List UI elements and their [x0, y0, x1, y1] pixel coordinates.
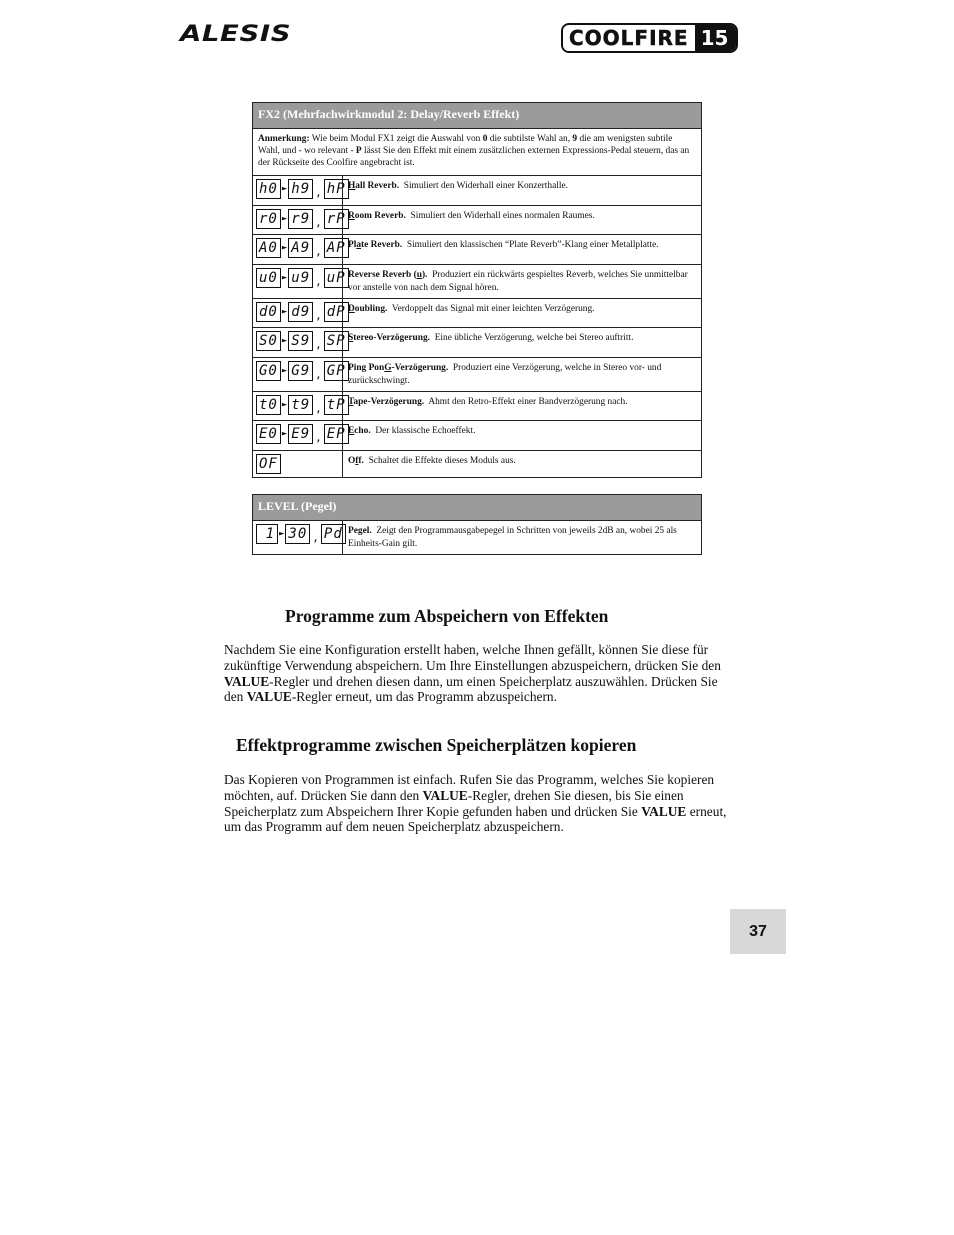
- effect-name: [348, 181, 399, 191]
- fx2-table-title: FX2 (Mehrfachwirkmodul 2: Delay/Reverb Effekt): [253, 103, 702, 129]
- effect-description: Schaltet die Effekte dieses Moduls aus.: [368, 456, 516, 466]
- fx2-description: [343, 421, 702, 451]
- level-description: [343, 521, 702, 555]
- fx2-display-code: d0 ► d9 , dP: [253, 299, 343, 328]
- lcd-pedal: tP: [324, 395, 349, 415]
- fx2-row: [253, 392, 702, 421]
- lcd-min: u0: [256, 268, 281, 288]
- section-heading-copy: Effektprogramme zwischen Speicherplätzen kopieren: [236, 735, 637, 755]
- lcd-max: t9: [288, 395, 313, 415]
- effect-description: Simuliert den Widerhall einer Konzerthalle.: [403, 181, 568, 191]
- lcd-pedal: EP: [324, 424, 349, 444]
- lcd-min: S0: [256, 331, 281, 351]
- effect-name: [348, 397, 424, 407]
- effect-name-part: te Reverb.: [361, 240, 403, 250]
- fx2-display-code: u0 ► u9 , uP: [253, 265, 343, 299]
- lcd-max: d9: [288, 302, 313, 322]
- value-knob-ref: VALUE: [246, 689, 292, 705]
- effect-name: [348, 363, 448, 373]
- paragraph-text: -Regler erneut, um das Programm abzuspeichern.: [291, 689, 557, 705]
- coolfire-15-logo: [561, 23, 738, 53]
- fx2-display-code: S0 ► S9 , SP: [253, 328, 343, 358]
- note-text: Wie beim Modul FX1 zeigt die Auswahl von: [309, 134, 483, 144]
- effect-name-key-letter: a: [356, 240, 362, 250]
- lcd-pedal: uP: [324, 268, 349, 288]
- effect-name-key-letter: f: [355, 456, 359, 466]
- fx2-description: [343, 328, 702, 358]
- range-arrow-icon: ►: [281, 307, 288, 317]
- range-arrow-icon: ►: [281, 400, 288, 410]
- level-table: [252, 494, 702, 555]
- value-knob-ref: VALUE: [224, 673, 270, 689]
- coolfire-logo-word: COOLFIRE: [563, 25, 695, 51]
- lcd-pedal: dP: [324, 302, 349, 322]
- fx2-row: [253, 451, 702, 478]
- fx2-row: [253, 265, 702, 299]
- note-bold: 0: [482, 134, 488, 144]
- lcd-pedal: AP: [324, 238, 349, 258]
- effect-name-part: f.: [358, 456, 364, 466]
- range-arrow-icon: ►: [281, 429, 288, 439]
- effect-name-part: all Reverb.: [355, 181, 400, 191]
- note-text: die subtilste Wahl an,: [487, 134, 573, 144]
- effect-description: Produziert ein rückwärts gespieltes Reverb, welches Sie unmittelbar vor anstelle von nach dem Signal hören.: [348, 270, 688, 293]
- range-arrow-icon: ►: [281, 214, 288, 224]
- lcd-max: 30: [285, 524, 310, 544]
- effect-name-key-letter: T: [348, 397, 354, 407]
- fx2-description: [343, 176, 702, 206]
- level-display-code: 1 ► 30 , Pd: [253, 521, 343, 555]
- range-arrow-icon: ►: [281, 184, 288, 194]
- fx2-description: [343, 358, 702, 392]
- lcd-min: d0: [256, 302, 281, 322]
- paragraph-text: Das Kopieren von Programmen ist einfach. Rufen Sie das Programm, welches Sie kopieren möchten, auf. Drücken Sie dann den: [224, 772, 715, 803]
- lcd-pedal: hP: [324, 179, 349, 199]
- paragraph-text: erneut, um das Programm auf dem neuen Speicherplatz abzuspeichern.: [224, 803, 727, 835]
- coolfire-logo-number: 15: [695, 25, 737, 51]
- range-arrow-icon: ►: [281, 243, 288, 253]
- effect-name: [348, 456, 364, 466]
- note-bold: P: [355, 146, 362, 156]
- effect-name-part: tereo-Verzögerung.: [353, 333, 431, 343]
- fx2-display-code: G0 ► G9 , GP: [253, 358, 343, 392]
- lcd-min: G0: [256, 361, 281, 381]
- effect-name-part: Reverse Reverb (: [348, 270, 417, 280]
- lcd-pedal: Pd: [321, 524, 346, 544]
- fx2-description: [343, 392, 702, 421]
- fx2-row: [253, 176, 702, 206]
- note-text: lässt Sie den Effekt mit einem zusätzlichen externen Expressions-Pedal steuern, das an der Rückseite des Coolfire angebracht ist.: [258, 146, 690, 168]
- effect-name: [348, 304, 387, 314]
- fx2-row: [253, 358, 702, 392]
- range-arrow-icon: ►: [281, 273, 288, 283]
- value-knob-ref: VALUE: [422, 787, 468, 803]
- effect-description: Produziert eine Verzögerung, welche in Stereo vor- und zurückschwingt.: [348, 363, 662, 386]
- effect-name-part: ape-Verzögerung.: [353, 397, 425, 407]
- fx2-description: [343, 206, 702, 235]
- fx2-display-code: E0 ► E9 , EP: [253, 421, 343, 451]
- lcd-max: r9: [288, 209, 313, 229]
- effect-name-key-letter: E: [348, 426, 355, 436]
- effect-name-part: Ping Pon: [348, 363, 385, 373]
- effect-name-key-letter: S: [348, 333, 354, 343]
- lcd-pedal: rP: [324, 209, 349, 229]
- effect-name-key-letter: G: [384, 363, 392, 373]
- fx2-description: [343, 299, 702, 328]
- effect-name-key-letter: u: [416, 270, 422, 280]
- level-table-title: LEVEL (Pegel): [253, 495, 702, 521]
- lcd-pedal: GP: [324, 361, 349, 381]
- fx2-description: [343, 265, 702, 299]
- lcd-pedal: SP: [324, 331, 349, 351]
- lcd-off: OF: [256, 454, 281, 474]
- section-save-paragraph: [224, 642, 739, 705]
- lcd-min: 1: [256, 524, 278, 544]
- fx2-display-code: A0 ► A9 , AP: [253, 235, 343, 265]
- fx2-display-code: r0 ► r9 , rP: [253, 206, 343, 235]
- effect-name: [348, 211, 406, 221]
- lcd-min: A0: [256, 238, 281, 258]
- fx2-display-code: [253, 451, 343, 478]
- lcd-max: S9: [288, 331, 313, 351]
- effect-description: Verdoppelt das Signal mit einer leichten Verzögerung.: [391, 304, 595, 314]
- effect-name-part: ).: [421, 270, 428, 280]
- effect-name-key-letter: R: [348, 211, 355, 221]
- effect-description: Simuliert den klassischen “Plate Reverb”-Klang einer Metallplatte.: [406, 240, 659, 250]
- lcd-max: A9: [288, 238, 313, 258]
- effect-name-key-letter: D: [348, 304, 355, 314]
- fx2-description: [343, 235, 702, 265]
- effect-name-key-letter: H: [348, 181, 356, 191]
- section-copy-paragraph: [224, 772, 739, 835]
- fx2-row: [253, 328, 702, 358]
- effect-name: [348, 426, 371, 436]
- effect-description: Ahmt den Retro-Effekt einer Bandverzögerung nach.: [428, 397, 628, 407]
- range-arrow-icon: ►: [281, 366, 288, 376]
- lcd-min: h0: [256, 179, 281, 199]
- lcd-min: E0: [256, 424, 281, 444]
- effect-name-part: oom Reverb.: [354, 211, 406, 221]
- page-number: 37: [730, 909, 786, 954]
- fx2-row: [253, 235, 702, 265]
- note-label: Anmerkung:: [258, 134, 310, 144]
- effect-description: Eine übliche Verzögerung, welche bei Stereo auftritt.: [434, 333, 634, 343]
- lcd-max: E9: [288, 424, 313, 444]
- effect-description: Der klassische Echoeffekt.: [375, 426, 476, 436]
- lcd-min: r0: [256, 209, 281, 229]
- lcd-max: u9: [288, 268, 313, 288]
- effect-name-part: -Verzögerung.: [391, 363, 449, 373]
- alesis-logo: ALESIS: [180, 22, 292, 47]
- note-bold: 9: [572, 134, 578, 144]
- value-knob-ref: VALUE: [641, 803, 687, 819]
- fx2-row: [253, 421, 702, 451]
- effect-name-part: Pl: [348, 240, 357, 250]
- note-text: die am wenigsten subtile Wahl, und - wo relevant -: [258, 134, 673, 156]
- fx2-table: [252, 102, 702, 478]
- effect-name: [348, 333, 430, 343]
- effect-name: [348, 270, 427, 280]
- fx2-row: [253, 299, 702, 328]
- fx2-row: [253, 206, 702, 235]
- paragraph-text: Nachdem Sie eine Konfiguration erstellt haben, welche Ihnen gefällt, können Sie diese für zukünftige Verwendung abspeichern. Um Ihre Einstellungen abzuspeichern, drücken Sie den: [224, 642, 721, 673]
- fx2-display-code: t0 ► t9 , tP: [253, 392, 343, 421]
- paragraph-text: -Regler und drehen diesen dann, um einen Speicherplatz auszuwählen. Drücken Sie den: [224, 673, 718, 705]
- paragraph-text: -Regler, drehen Sie diesen, bis Sie einen Speicherplatz zum Abspeichern Ihrer Kopie gefunden haben und drücken Sie: [224, 787, 684, 819]
- range-arrow-icon: ►: [281, 336, 288, 346]
- effect-name-part: O: [348, 456, 356, 466]
- effect-name: [348, 240, 402, 250]
- level-label: Pegel.: [348, 526, 372, 536]
- fx2-description: [343, 451, 702, 478]
- section-heading-save: Programme zum Abspeichern von Effekten: [285, 606, 609, 626]
- fx2-display-code: h0 ► h9 , hP: [253, 176, 343, 206]
- lcd-max: G9: [288, 361, 313, 381]
- lcd-max: h9: [288, 179, 313, 199]
- effect-name-part: oubling.: [354, 304, 388, 314]
- effect-description: Simuliert den Widerhall eines normalen Raumes.: [410, 211, 595, 221]
- level-desc-text: Zeigt den Programmausgabepegel in Schritten von jeweils 2dB an, wobei 25 als Einheits-Gain gilt.: [348, 526, 677, 549]
- fx2-note: [253, 129, 702, 176]
- lcd-min: t0: [256, 395, 281, 415]
- effect-name-part: cho.: [354, 426, 371, 436]
